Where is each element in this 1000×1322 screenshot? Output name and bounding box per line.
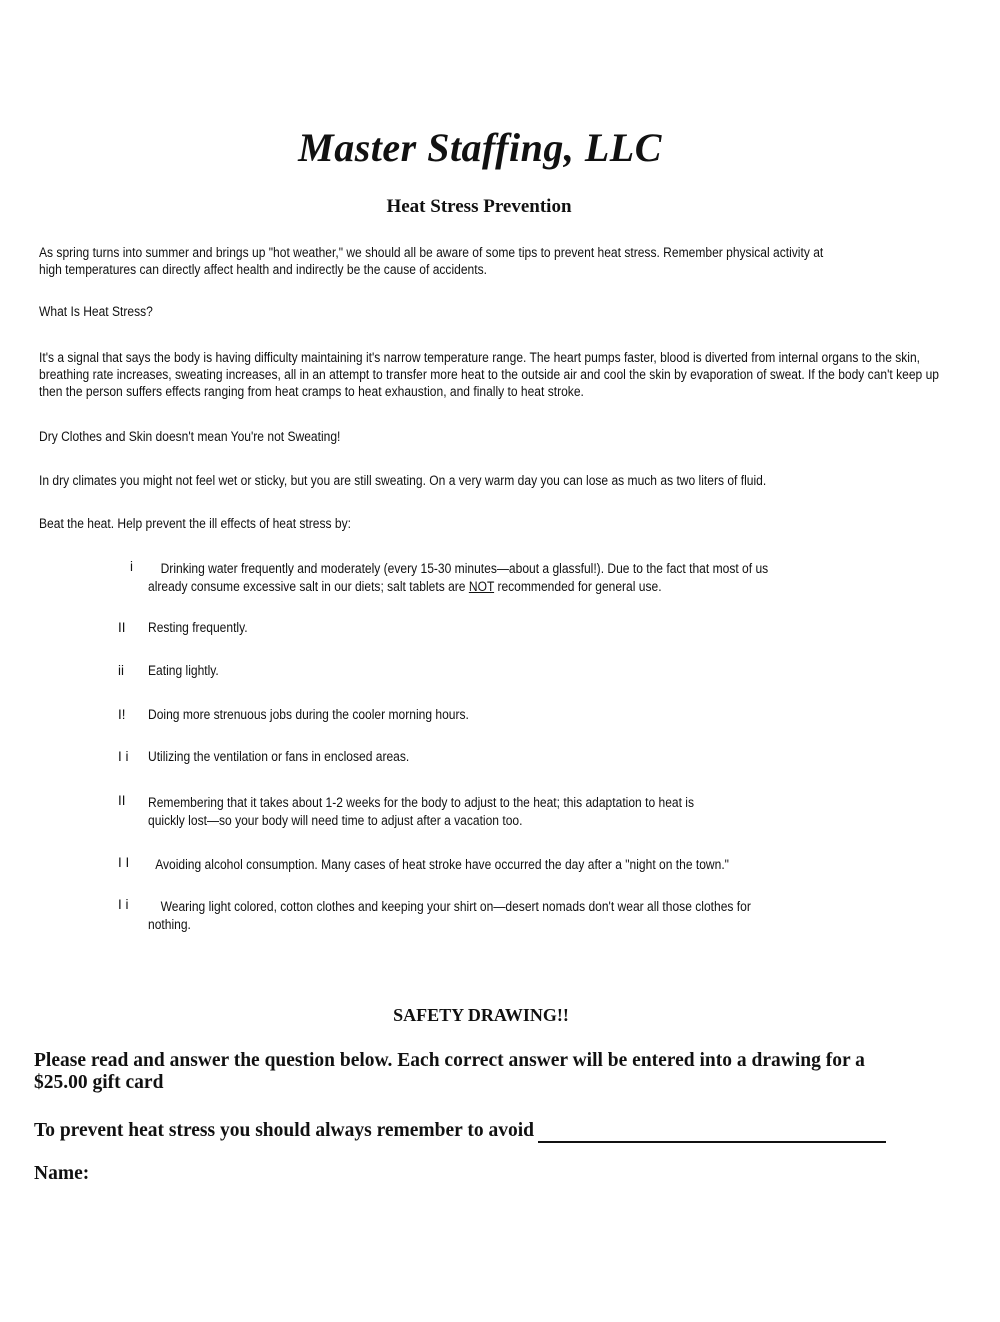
tip-marker: I i <box>118 749 129 764</box>
tip-ventilation: Utilizing the ventilation or fans in enclosed areas. <box>148 749 410 764</box>
emphasis-not: NOT <box>468 579 495 594</box>
name-field-label: Name: <box>34 1163 90 1184</box>
drawing-instructions <box>34 1050 934 1094</box>
tip-line: Avoiding alcohol consumption. Many cases of heat stroke have occurred the day after a "night on the town." <box>155 857 729 872</box>
heat-stress-explanation: It's a signal that says the body is having difficulty maintaining it's narrow temperature range. The heart pumps faster, blood is diverted from internal organs to the skin, breathing rate increases, sweating increases, all in an attempt to transfer more heat to the outside air and cool the skin by evaporation of sweat. If the body can't keep up then the person suffers effects ranging from heat cramps to heat exhaustion, and finally to heat stroke. <box>39 350 939 399</box>
tip-text-segment: recommended for general use. <box>494 579 662 594</box>
what-is-heat-stress-heading: What Is Heat Stress? <box>39 304 153 319</box>
safety-drawing-title: SAFETY DRAWING!! <box>393 1005 569 1025</box>
tip-avoid-alcohol <box>148 856 832 874</box>
tip-strenuous-jobs: Doing more strenuous jobs during the cooler morning hours. <box>148 707 469 722</box>
tip-line: Drinking water frequently and moderately (every 15-30 minutes—about a glassful!). Due to the fact that most of us <box>160 561 769 576</box>
tip-line: quickly lost—so your body will need time to adjust after a vacation too. <box>148 813 523 828</box>
tip-text-segment: already consume excessive salt in our diets; salt tablets are <box>148 579 469 594</box>
company-name: Master Staffing, LLC <box>298 125 662 170</box>
tip-marker: I i <box>118 897 129 912</box>
tip-marker: i <box>130 559 133 574</box>
tip-adjust-to-heat <box>148 794 832 830</box>
tip-line: Wearing light colored, cotton clothes and keeping your shirt on—desert nomads don't wear all those clothes for <box>160 899 751 914</box>
tip-light-clothes <box>148 898 832 934</box>
tip-resting: Resting frequently. <box>148 620 248 635</box>
instructions-line: $25.00 gift card <box>34 1072 164 1093</box>
tip-line: nothing. <box>148 917 191 932</box>
instructions-line: Please read and answer the question below. Each correct answer will be entered into a drawing for a <box>34 1050 865 1071</box>
document-title: Heat Stress Prevention <box>386 196 572 217</box>
tip-marker: I I <box>118 855 130 870</box>
tip-marker: I! <box>118 707 126 722</box>
dry-climates-paragraph: In dry climates you might not feel wet or sticky, but you are still sweating. On a very warm day you can lose as much as two liters of fluid. <box>39 473 767 488</box>
tip-line <box>148 578 832 596</box>
beat-the-heat-intro: Beat the heat. Help prevent the ill effects of heat stress by: <box>39 516 351 531</box>
tip-drinking-water <box>148 560 832 596</box>
drawing-question: To prevent heat stress you should always remember to avoid <box>34 1120 534 1141</box>
dry-clothes-heading: Dry Clothes and Skin doesn't mean You're not Sweating! <box>39 429 341 444</box>
tip-marker: ii <box>118 663 124 678</box>
tip-marker: II <box>118 620 126 635</box>
tip-marker: II <box>118 793 126 808</box>
intro-paragraph: As spring turns into summer and brings up "hot weather," we should all be aware of some tips to prevent heat stress. Remember physical activity at high temperatures can directly affect health and indirectly be the cause of accidents. <box>39 245 824 277</box>
answer-blank-line[interactable] <box>538 1141 886 1143</box>
tip-eating-lightly: Eating lightly. <box>148 663 219 678</box>
tip-line: Remembering that it takes about 1-2 weeks for the body to adjust to the heat; this adaptation to heat is <box>148 795 695 810</box>
